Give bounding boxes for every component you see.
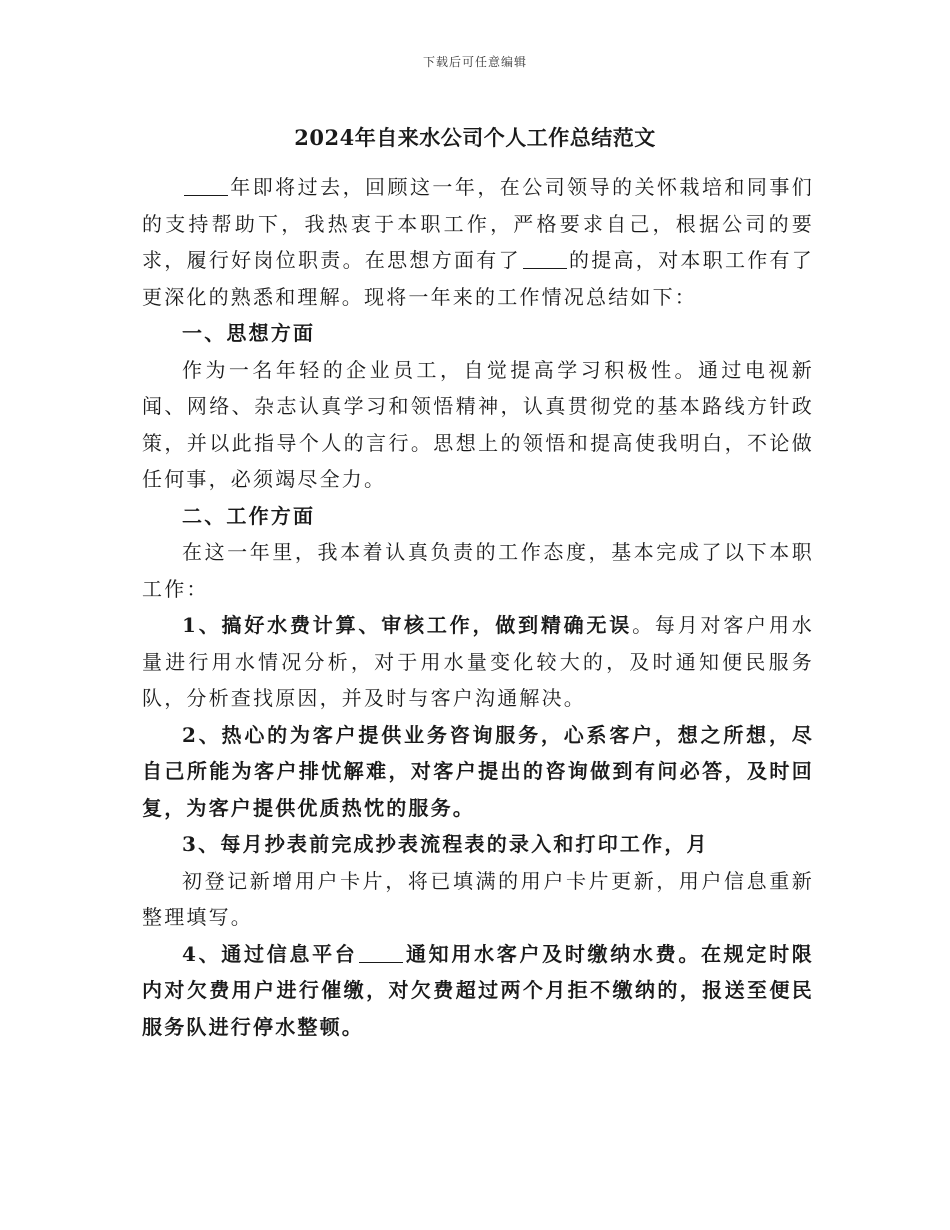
work-item-2: 2、热心的为客户提供业务咨询服务，心系客户，想之所想，尽自己所能为客户排忧解难，对客户提出的咨询做到有问必答，及时回复，为客户提供优质热忱的服务。 [142, 722, 814, 820]
section-paragraph-thought: 作为一名年轻的企业员工，自觉提高学习积极性。通过电视新闻、网络、杂志认真学习和领悟精神，认真贯彻党的基本路线方针政策，并以此指导个人的言行。思想上的领悟和提高使我明白，不论做任何事，必须竭尽全力。 [142, 357, 814, 491]
fill-blank [359, 940, 403, 963]
document-title: 2024年自来水公司个人工作总结范文 [294, 125, 656, 150]
document-body [142, 169, 814, 1045]
header-note: 下载后可任意编辑 [422, 55, 527, 69]
work-item-3-text: 初登记新增用户卡片，将已填满的用户卡片更新，用户信息重新整理填写。 [142, 868, 814, 929]
section-heading-work: 二、工作方面 [182, 503, 316, 528]
work-item-3-heading: 3、每月抄表前完成抄表流程表的录入和打印工作，月 [182, 832, 709, 856]
section-heading-thought: 一、思想方面 [182, 321, 316, 345]
section-paragraph-work: 在这一年里，我本着认真负责的工作态度，基本完成了以下本职工作： [142, 540, 814, 601]
intro-paragraph: 年即将过去，回顾这一年，在公司领导的关怀栽培和同事们的支持帮助下，我热衷于本职工作，严格要求自己，根据公司的要求，履行好岗位职责。在思想方面有了 的提高，对本职工作有了更深化的熟悉和理解。现将一年来的工作情况总结如下： [142, 175, 814, 309]
fill-blank [523, 246, 567, 269]
work-item-1: 1、搞好水费计算、审核工作，做到精确无误。每月对客户用水量进行用水情况分析，对于用水量变化较大的，及时通知便民服务队，分析查找原因，并及时与客户沟通解决。 [142, 613, 814, 710]
fill-blank [184, 173, 228, 196]
work-item-4: 4、通过信息平台 通知用水客户及时缴纳水费。在规定时限内对欠费用户进行催缴，对欠费超过两个月拒不缴纳的，报送至便民服务队进行停水整顿。 [142, 941, 814, 1039]
